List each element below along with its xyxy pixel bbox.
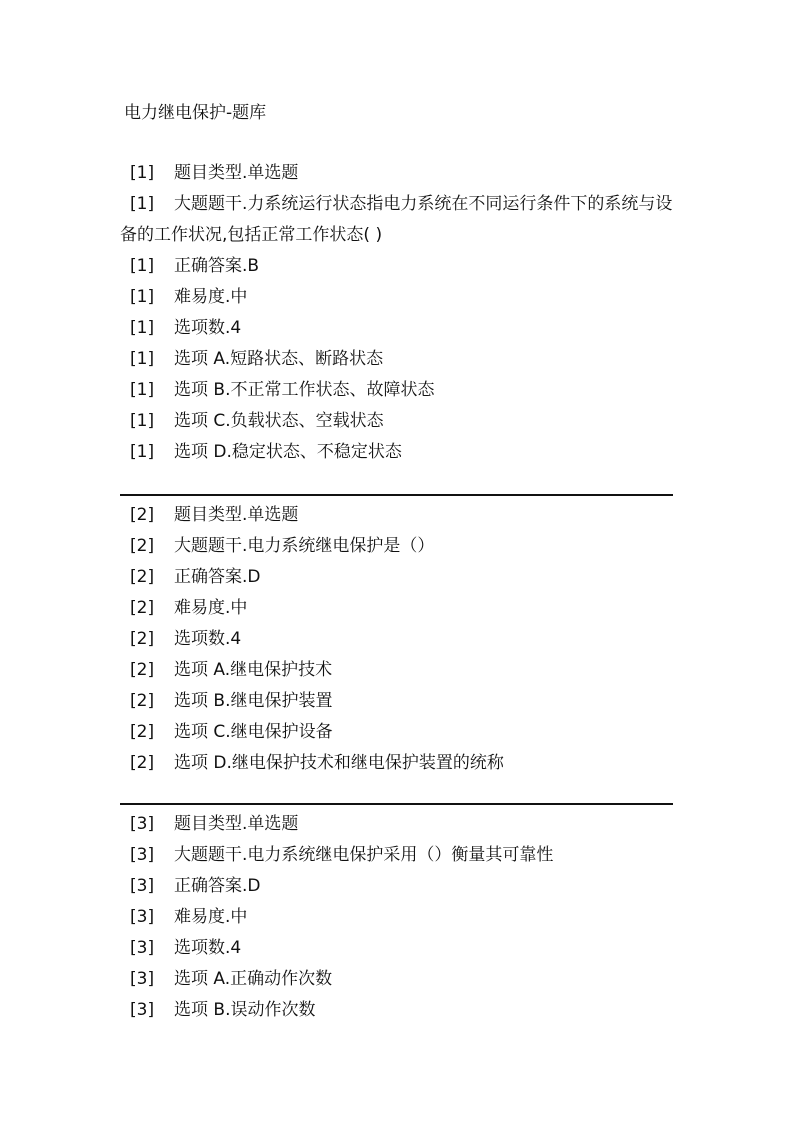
question-index: [3] — [130, 876, 155, 896]
question-index: [3] — [130, 814, 155, 834]
question-line — [120, 655, 673, 686]
question-index: [3] — [130, 1000, 155, 1020]
option-c: 选项 C.负载状态、空载状态 — [174, 411, 384, 431]
question-line — [120, 748, 673, 779]
correct-answer: 正确答案.B — [174, 256, 260, 276]
question-line — [120, 902, 673, 933]
question-type: 题目类型.单选题 — [174, 163, 299, 183]
question-line — [120, 840, 673, 871]
question-stem: 大题题干.力系统运行状态指电力系统在不同运行条件下的系统与设备的工作状况,包括正常工作状态( ) — [120, 194, 673, 245]
question-index: [3] — [130, 907, 155, 927]
question-line — [120, 437, 673, 468]
question-line — [120, 717, 673, 748]
question-block-1 — [120, 158, 673, 468]
option-a: 选项 A.继电保护技术 — [174, 660, 333, 680]
question-line — [120, 251, 673, 282]
question-block-2 — [120, 494, 673, 779]
correct-answer: 正确答案.D — [174, 567, 261, 587]
option-count: 选项数.4 — [174, 318, 242, 338]
question-line — [120, 964, 673, 995]
option-d: 选项 D.稳定状态、不稳定状态 — [174, 442, 402, 462]
option-a: 选项 A.短路状态、断路状态 — [174, 349, 384, 369]
question-line — [120, 313, 673, 344]
question-line — [120, 933, 673, 964]
question-index: [2] — [130, 536, 155, 556]
difficulty: 难易度.中 — [174, 907, 248, 927]
question-index: [2] — [130, 753, 155, 773]
option-count: 选项数.4 — [174, 938, 242, 958]
question-index: [1] — [130, 442, 155, 462]
option-count: 选项数.4 — [174, 629, 242, 649]
question-index: [1] — [130, 163, 155, 183]
question-line — [120, 995, 673, 1026]
question-index: [2] — [130, 567, 155, 587]
question-line — [120, 406, 673, 437]
question-index: [1] — [130, 287, 155, 307]
question-line — [120, 282, 673, 313]
question-block-3 — [120, 803, 673, 1026]
question-line — [120, 624, 673, 655]
question-line — [120, 189, 673, 251]
difficulty: 难易度.中 — [174, 287, 248, 307]
question-index: [2] — [130, 691, 155, 711]
question-type: 题目类型.单选题 — [174, 505, 299, 525]
option-c: 选项 C.继电保护设备 — [174, 722, 333, 742]
question-index: [1] — [130, 411, 155, 431]
question-index: [1] — [130, 256, 155, 276]
question-line — [120, 531, 673, 562]
option-b: 选项 B.误动作次数 — [174, 1000, 316, 1020]
question-index: [3] — [130, 938, 155, 958]
question-type: 题目类型.单选题 — [174, 814, 299, 834]
question-index: [2] — [130, 505, 155, 525]
question-index: [1] — [130, 380, 155, 400]
document-title: 电力继电保护-题库 — [124, 103, 267, 123]
question-line — [120, 344, 673, 375]
question-index: [2] — [130, 722, 155, 742]
difficulty: 难易度.中 — [174, 598, 248, 618]
question-line — [120, 809, 673, 840]
question-line — [120, 593, 673, 624]
question-stem: 大题题干.电力系统继电保护是（） — [174, 536, 435, 556]
option-d: 选项 D.继电保护技术和继电保护装置的统称 — [174, 753, 504, 773]
question-index: [3] — [130, 845, 155, 865]
question-line — [120, 375, 673, 406]
option-b: 选项 B.继电保护装置 — [174, 691, 333, 711]
question-line — [120, 686, 673, 717]
option-b: 选项 B.不正常工作状态、故障状态 — [174, 380, 435, 400]
question-index: [1] — [130, 318, 155, 338]
question-line — [120, 158, 673, 189]
question-stem: 大题题干.电力系统继电保护采用（）衡量其可靠性 — [174, 845, 554, 865]
question-index: [1] — [130, 194, 155, 214]
question-index: [2] — [130, 629, 155, 649]
question-index: [1] — [130, 349, 155, 369]
question-line — [120, 871, 673, 902]
option-a: 选项 A.正确动作次数 — [174, 969, 333, 989]
question-index: [2] — [130, 598, 155, 618]
correct-answer: 正确答案.D — [174, 876, 261, 896]
question-index: [3] — [130, 969, 155, 989]
question-index: [2] — [130, 660, 155, 680]
question-line — [120, 562, 673, 593]
question-line — [120, 500, 673, 531]
